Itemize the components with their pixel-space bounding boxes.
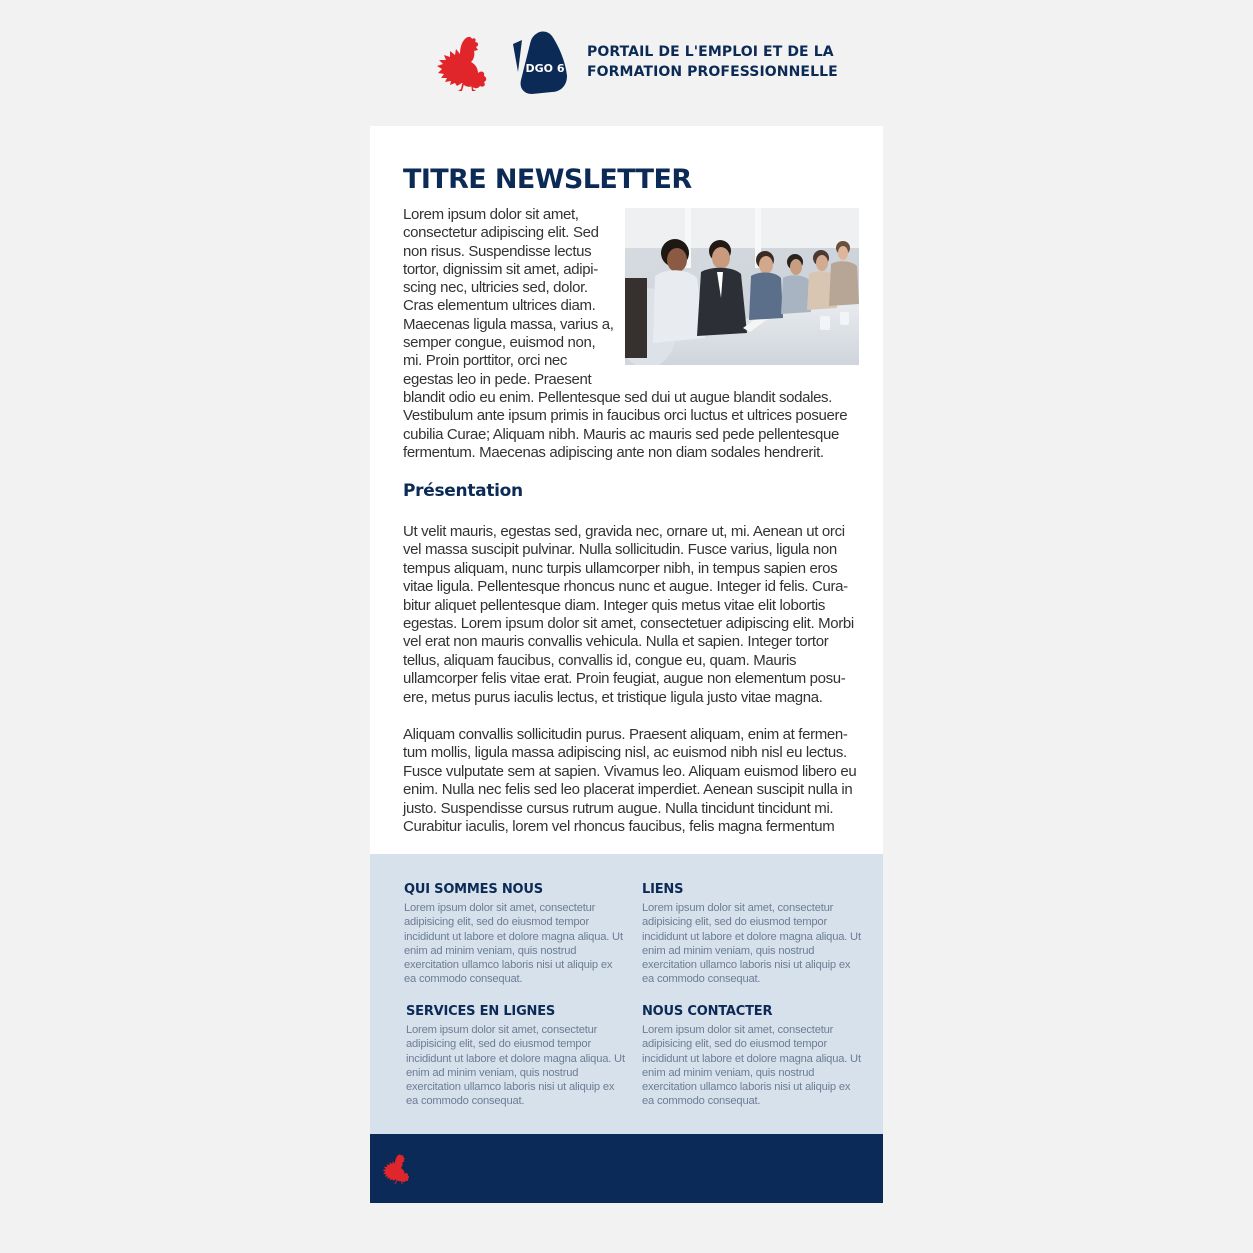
intro-paragraph <box>403 206 859 462</box>
presentation-paragraph-2: Aliquam convallis sollicitudin purus. Praesent aliquam, enim at fermen-tum mollis, ligula massa adipiscing nisl, ac euismod nibh nisl eu lectus. Fusce vulputate sem at sapien. Vivamus leo. Aliquam euismod libero eu enim. Nulla nec felis sed leo placerat imperdiet. Aenean suscipit nulla in justo. Suspendisse cursus rutrum augue. Nulla tincidunt tincidunt mi. Curabitur iaculis, lorem vel rhoncus faucibus, felis magna fermentum <box>403 726 857 836</box>
portal-title-line2: FORMATION PROFESSIONNELLE <box>587 64 838 80</box>
newsletter-content <box>370 126 883 854</box>
meeting-photo <box>625 208 859 365</box>
info-heading-services: SERVICES EN LIGNES <box>406 1004 556 1019</box>
dgo6-logo-icon <box>508 30 570 94</box>
info-heading-contact: NOUS CONTACTER <box>642 1004 773 1019</box>
walloon-rooster-icon <box>434 34 488 92</box>
intro-text: Lorem ipsum dolor sit amet, consectetur adipiscing elit. Sed non risus. Suspendisse lectus tortor, dignissim sit amet, adipi-scing nec, ultricies sed, dolor. Cras elementum ultrices diam. Maecenas ligula massa, varius a, semper congue, euismod non, mi. Proin porttitor, orci nec egestas leo in pede. Praesent blandit odio eu enim. Pellentesque sed dui ut augue blandit sodales. Vestibulum ante ipsum primis in faucibus orci luctus et ultrices posuere cubilia Curae; Aliquam nibh. Mauris ac mauris sed pede pellentesque fermentum. Maecenas adipiscing ante non diam sodales hendrerit. <box>403 206 848 461</box>
portal-title-line1: PORTAIL DE L'EMPLOI ET DE LA <box>587 44 834 60</box>
info-text-links: Lorem ipsum dolor sit amet, consectetur adipisicing elit, sed do eiusmod tempor incididunt ut labore et dolore magna aliqua. Ut enim ad minim veniam, quis nostrud exercitation ullamco laboris nisi ut aliquip ex ea commodo consequat. <box>642 902 861 986</box>
section-title-presentation: Présentation <box>403 481 523 501</box>
info-block-services <box>406 1004 626 1109</box>
info-text-services: Lorem ipsum dolor sit amet, consectetur adipisicing elit, sed do eiusmod tempor incididunt ut labore et dolore magna aliqua. Ut enim ad minim veniam, quis nostrud exercitation ullamco laboris nisi ut aliquip ex ea commodo consequat. <box>406 1024 625 1108</box>
info-heading-links: LIENS <box>642 882 684 897</box>
info-text-about: Lorem ipsum dolor sit amet, consectetur adipisicing elit, sed do eiusmod tempor incididunt ut labore et dolore magna aliqua. Ut enim ad minim veniam, quis nostrud exercitation ullamco laboris nisi ut aliquip ex ea commodo consequat. <box>404 902 623 986</box>
newsletter-title: TITRE NEWSLETTER <box>403 164 692 195</box>
info-block-links <box>642 882 862 987</box>
header <box>0 26 1253 98</box>
portal-title <box>587 42 838 82</box>
info-block-contact <box>642 1004 862 1109</box>
info-block-about <box>404 882 624 987</box>
walloon-rooster-footer-icon <box>381 1153 410 1184</box>
info-text-contact: Lorem ipsum dolor sit amet, consectetur adipisicing elit, sed do eiusmod tempor incididunt ut labore et dolore magna aliqua. Ut enim ad minim veniam, quis nostrud exercitation ullamco laboris nisi ut aliquip ex ea commodo consequat. <box>642 1024 861 1108</box>
presentation-paragraph-1: Ut velit mauris, egestas sed, gravida nec, ornare ut, mi. Aenean ut orci vel massa suscipit pulvinar. Nulla sollicitudin. Fusce varius, ligula non tempus aliquam, nunc turpis ullamcorper nibh, in tempus sapien eros vitae ligula. Pellentesque rhoncus nunc et augue. Integer id felis. Cura-bitur aliquet pellentesque diam. Integer quis metus vitae elit lobortis egestas. Lorem ipsum dolor sit amet, consectetuer adipiscing elit. Morbi vel erat non mauris convallis vehicula. Nulla et sapien. Integer tortor tellus, aliquam faucibus, convallis id, congue eu, quam. Mauris ullamcorper felis vitae erat. Proin feugiat, augue non elementum posu-ere, metus purus iaculis lectus, et tristique ligula justo vitae magna. <box>403 523 854 706</box>
footer <box>370 1134 883 1203</box>
dgo6-label: DGO 6 <box>525 62 565 75</box>
info-section <box>370 854 883 1134</box>
info-heading-about: QUI SOMMES NOUS <box>404 882 543 897</box>
